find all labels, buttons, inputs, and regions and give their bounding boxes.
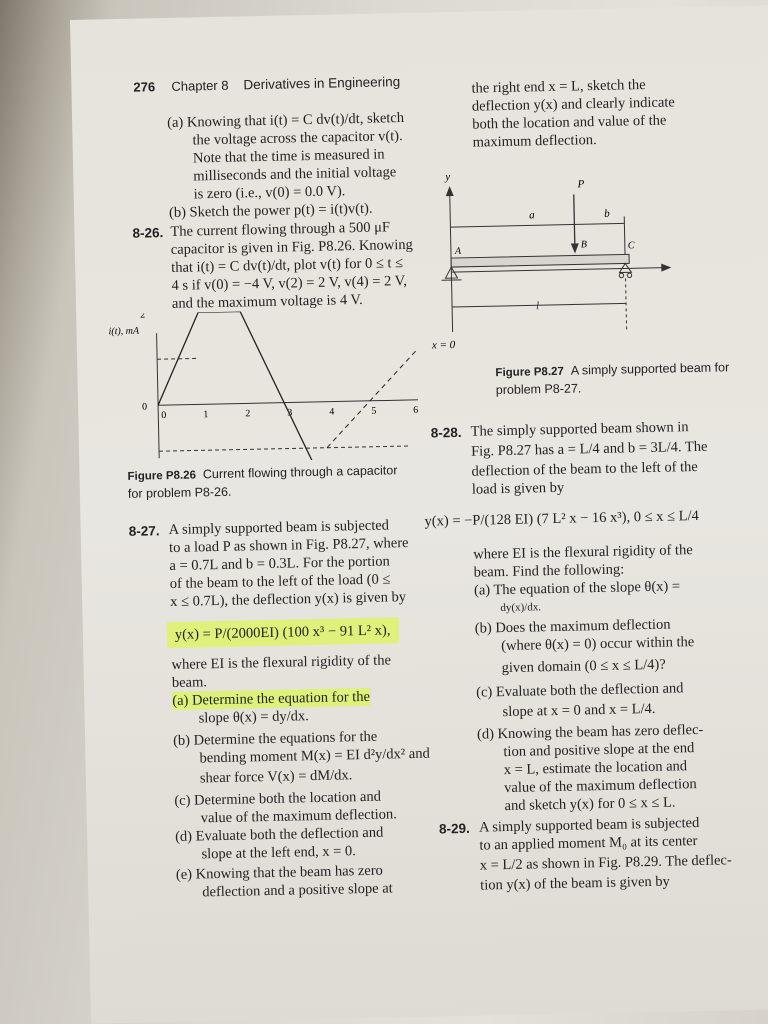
text-line: deflection y(x) and clearly indicate xyxy=(471,94,675,115)
text-line: 4 s if v(0) = −4 V, v(2) = 2 V, v(4) = 2 V, xyxy=(171,273,408,294)
text-line: x = L/2 as shown in Fig. P8.29. The deflec- xyxy=(479,852,732,874)
roller-icon xyxy=(619,273,623,277)
text-line: tion and positive slope at the end xyxy=(503,740,695,761)
x-axis xyxy=(158,400,419,406)
text-line: (d) Knowing the beam has zero deflec- xyxy=(476,721,704,743)
text-line: The current flowing through a 500 μF xyxy=(170,219,391,240)
text-line: where EI is the flexural rigidity of the xyxy=(473,542,693,563)
text-line: capacitor is given in Fig. P8.26. Knowing xyxy=(170,236,413,258)
equation: y(x) = −P/(128 EI) (7 L² x − 16 x³), 0 ≤ x ≤ L/4 xyxy=(424,507,699,530)
text-line: (c) Evaluate both the deflection and xyxy=(476,680,684,701)
y-axis-label: i(t), mA xyxy=(108,325,140,338)
current-waveform xyxy=(156,310,328,465)
dashed-line xyxy=(626,278,627,330)
text-line: given domain (0 ≤ x ≤ L/4)? xyxy=(501,656,666,677)
text-line: slope at the left end, x = 0. xyxy=(201,843,356,863)
text-line: (where θ(x) = 0) occur within the xyxy=(501,634,695,655)
text-line: bending moment M(x) = EI d²y/dx² and xyxy=(199,745,430,767)
x-tick-label: 3 xyxy=(287,407,293,419)
roller-icon xyxy=(627,273,631,277)
label-B: B xyxy=(580,239,588,251)
text-line: (b) Sketch the power p(t) = i(t)v(t). xyxy=(168,200,373,221)
text-line: (e) Knowing that the beam has zero xyxy=(175,862,384,883)
text-line: beam. Find the following: xyxy=(473,561,625,581)
label-C: C xyxy=(627,240,635,252)
label-y: y xyxy=(445,171,451,184)
problem-number: 8-29. xyxy=(438,820,470,837)
text-line: of the beam to the left of the load (0 ≤ xyxy=(169,571,391,593)
chapter-title: Derivatives in Engineering xyxy=(243,74,401,93)
caption-text: problem P8-27. xyxy=(495,381,582,398)
label-P: P xyxy=(577,178,585,191)
text-line: to a load P as shown in Fig. P8.27, where xyxy=(168,535,409,557)
x-tick-label: 6 xyxy=(413,404,419,416)
text-line: The simply supported beam shown in xyxy=(470,419,689,440)
text-line: shear force V(x) = dM/dx. xyxy=(199,767,353,787)
load-arrow xyxy=(574,194,575,249)
text-line: (a) Determine the equation for the xyxy=(172,688,371,710)
text-line: slope θ(x) = dy/dx. xyxy=(198,708,309,727)
text-line: slope at x = 0 and x = L/4. xyxy=(502,700,656,721)
tick-line xyxy=(624,216,625,258)
x-axis-arrow-icon xyxy=(661,263,671,271)
problem-number: 8-26. xyxy=(132,225,164,241)
text-line: and the maximum voltage is 4 V. xyxy=(171,291,363,312)
figure-label: Figure P8.26 xyxy=(127,469,197,483)
text-line: that i(t) = C dv(t)/dt, plot v(t) for 0 ≤ t ≤ xyxy=(171,255,404,276)
figure-p8-27-diagram xyxy=(423,157,717,353)
label-A: A xyxy=(454,245,462,257)
chapter-label: Chapter 8 xyxy=(171,77,229,94)
text-line: is zero (i.e., v(0) = 0.0 V). xyxy=(193,183,346,203)
caption-text: A simply supported beam for xyxy=(570,360,730,378)
text-line: A simply supported beam is subjected xyxy=(168,517,390,539)
figure-label: Figure P8.27 xyxy=(495,365,564,380)
label-l: l xyxy=(535,300,540,313)
figure-caption-p8-26 xyxy=(127,461,397,486)
problem-number: 8-28. xyxy=(430,424,462,441)
text-line: milliseconds and the initial voltage xyxy=(193,164,397,185)
text-line: (d) Evaluate both the deflection and xyxy=(174,824,384,845)
figure-caption-p8-27 xyxy=(495,358,729,382)
waveform-continuation xyxy=(325,349,419,448)
text-line: value of the maximum deflection xyxy=(504,776,697,797)
equation-highlighted: y(x) = P/(2000EI) (100 x³ − 91 L² x), xyxy=(167,617,399,648)
x-tick-label: 1 xyxy=(203,409,209,421)
text-line: (c) Determine both the location and xyxy=(174,788,382,809)
beam xyxy=(451,254,629,267)
text-line: dy(x)/dx. xyxy=(500,601,542,615)
text-line: (a) The equation of the slope θ(x) = xyxy=(473,578,681,599)
text-line: load is given by xyxy=(471,479,565,498)
textbook-page xyxy=(70,5,768,1023)
caption-text: for problem P8-26. xyxy=(127,484,232,501)
text-line: (a) Knowing that i(t) = C dv(t)/dt, sketch xyxy=(167,110,405,131)
text-line: x ≤ 0.7L), the deflection y(x) is given by xyxy=(170,589,407,611)
y-tick-label: 2 xyxy=(140,309,146,321)
text-line: the right end x = L, sketch the xyxy=(471,76,646,97)
problem-number: 8-27. xyxy=(128,523,160,539)
x-axis xyxy=(451,268,665,272)
text-line: deflection and a positive slope at xyxy=(202,880,393,901)
y-axis-arrow-icon xyxy=(446,186,454,196)
text-line: (b) Determine the equations for the xyxy=(172,728,378,749)
y-tick-label: 0 xyxy=(142,401,148,413)
text-line: Note that the time is measured in xyxy=(192,146,385,167)
text-line: value of the maximum deflection. xyxy=(200,806,397,827)
figure-p8-26-chart xyxy=(76,308,419,465)
text-line: to an applied moment M₀ at its center xyxy=(479,833,698,854)
caption-text: Current flowing through a capacitor xyxy=(202,463,398,482)
text-line: where EI is the flexural rigidity of the xyxy=(171,652,392,674)
text-line: both the location and value of the xyxy=(472,112,667,133)
x-tick-label: 0 xyxy=(161,410,167,422)
x-tick-label: 4 xyxy=(329,406,335,418)
dimension-line xyxy=(450,223,624,227)
y-axis xyxy=(157,333,160,458)
text-line: x = L, estimate the location and xyxy=(503,758,688,779)
text-line: and sketch y(x) for 0 ≤ x ≤ L. xyxy=(504,794,676,815)
text-line: a = 0.7L and b = 0.3L. For the portion xyxy=(169,553,390,575)
label-b: b xyxy=(604,207,610,220)
text-line: the voltage across the capacitor v(t). xyxy=(192,128,403,149)
text-line: Fig. P8.27 has a = L/4 and b = 3L/4. The xyxy=(470,438,708,460)
x-tick-label: 5 xyxy=(371,405,377,417)
text-line: tion y(x) of the beam is given by xyxy=(480,873,671,894)
text-line: A simply supported beam is subjected xyxy=(478,814,700,836)
page-number: 276 xyxy=(133,79,156,95)
x-tick-label: 2 xyxy=(245,408,251,420)
text-line: maximum deflection. xyxy=(472,131,597,151)
text-line: beam. xyxy=(171,674,208,692)
text-line: (b) Does the maximum deflection xyxy=(474,616,671,637)
label-a: a xyxy=(529,209,535,222)
label-x0: x = 0 xyxy=(431,339,456,352)
reference-line xyxy=(159,446,411,451)
text-line: deflection of the beam to the left of the xyxy=(471,458,698,480)
load-arrow-head-icon xyxy=(571,243,579,253)
